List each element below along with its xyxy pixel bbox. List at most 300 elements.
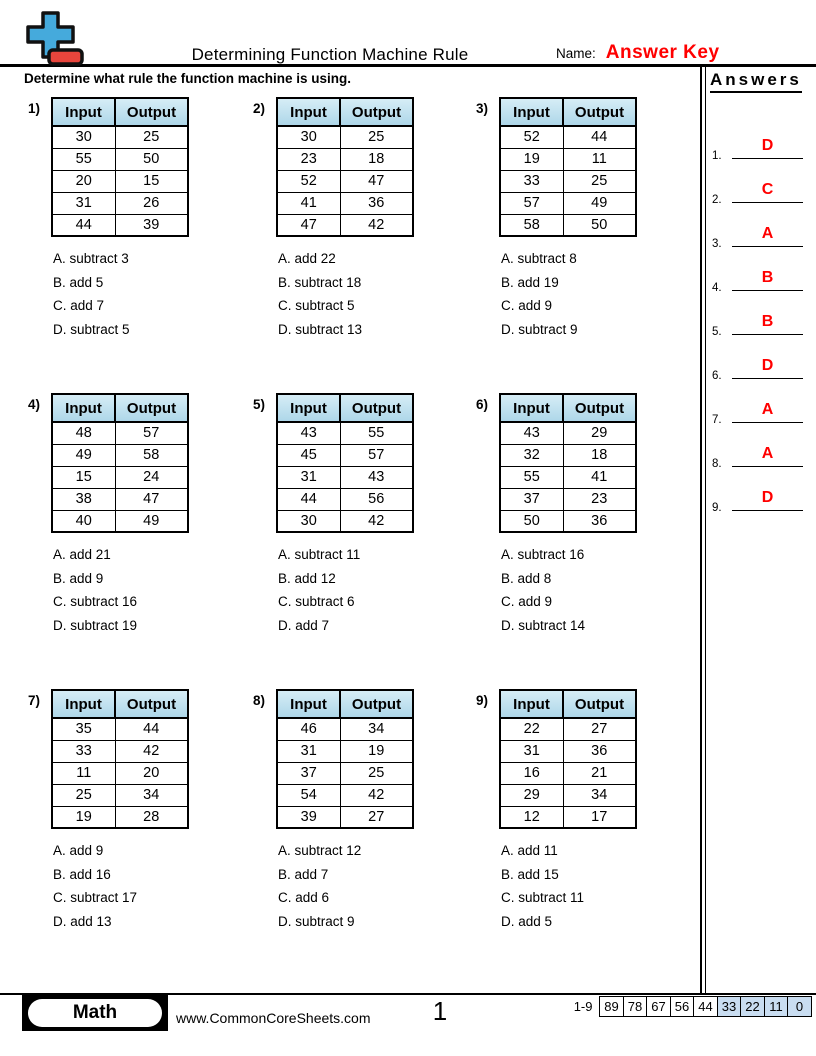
table-header-row — [500, 690, 636, 718]
table-cell: 25 — [563, 170, 636, 192]
table-cell: 56 — [340, 488, 413, 510]
problem-number: 5) — [253, 397, 266, 412]
answer-item — [702, 430, 816, 474]
table-cell: 50 — [563, 214, 636, 236]
table-row — [277, 784, 413, 806]
choice-option: A. subtract 8 — [501, 251, 577, 266]
table-row — [52, 444, 188, 466]
answer-item — [702, 122, 816, 166]
table-body — [277, 422, 413, 532]
answer-letter: B — [761, 313, 774, 330]
problem-number: 7) — [28, 693, 41, 708]
table-row — [52, 762, 188, 784]
table-cell: 26 — [115, 192, 188, 214]
column-header-input: Input — [277, 690, 340, 718]
table-cell: 47 — [115, 488, 188, 510]
answer-item — [702, 298, 816, 342]
choices-list — [501, 839, 637, 933]
answer-blank-line — [732, 378, 803, 379]
table-cell: 16 — [500, 762, 563, 784]
choice-option: C. subtract 16 — [53, 594, 138, 609]
table-cell: 46 — [277, 718, 340, 740]
input-output-table — [276, 393, 414, 533]
table-cell: 33 — [52, 740, 115, 762]
column-header-input: Input — [52, 690, 115, 718]
choice-option: C. add 6 — [278, 890, 330, 905]
table-row — [52, 126, 188, 148]
table-header-row — [277, 394, 413, 422]
table-cell: 29 — [563, 422, 636, 444]
table-row — [500, 126, 636, 148]
answer-blank-line — [732, 510, 803, 511]
problem — [476, 689, 698, 985]
table-cell: 49 — [563, 192, 636, 214]
name-row — [556, 42, 720, 64]
table-cell: 22 — [500, 718, 563, 740]
table-cell: 43 — [340, 466, 413, 488]
table-body — [52, 718, 188, 828]
name-label: Name: — [556, 46, 596, 61]
input-output-table — [499, 393, 637, 533]
table-cell: 11 — [563, 148, 636, 170]
answer-number: 7. — [712, 414, 722, 426]
answer-item — [702, 210, 816, 254]
choice-option: A. subtract 11 — [278, 547, 361, 562]
table-row — [500, 762, 636, 784]
input-output-table — [499, 689, 637, 829]
answers-list — [702, 122, 816, 518]
answer-blank-line — [732, 202, 803, 203]
problem — [253, 97, 476, 393]
answer-blank-line — [732, 334, 803, 335]
answer-number: 9. — [712, 502, 722, 514]
choice-option: A. add 21 — [53, 547, 111, 562]
column-header-output: Output — [340, 98, 413, 126]
table-row — [277, 762, 413, 784]
answer-letter: D — [761, 137, 774, 154]
table-cell: 37 — [277, 762, 340, 784]
table-cell: 44 — [52, 214, 115, 236]
table-cell: 42 — [340, 214, 413, 236]
answer-letter: C — [761, 181, 774, 198]
column-header-input: Input — [500, 98, 563, 126]
table-cell: 27 — [340, 806, 413, 828]
table-row — [500, 718, 636, 740]
choice-option: A. subtract 3 — [53, 251, 129, 266]
table-cell: 30 — [52, 126, 115, 148]
answer-item — [702, 386, 816, 430]
subject-label: Math — [28, 999, 162, 1027]
answer-letter: A — [761, 225, 774, 242]
table-row — [500, 214, 636, 236]
choice-option: A. subtract 12 — [278, 843, 362, 858]
choice-option: A. add 22 — [278, 251, 336, 266]
table-cell: 34 — [340, 718, 413, 740]
table-cell: 31 — [52, 192, 115, 214]
choice-option: C. subtract 17 — [53, 890, 138, 905]
answer-number: 1. — [712, 150, 722, 162]
problem — [28, 689, 253, 985]
table-cell: 15 — [115, 170, 188, 192]
choice-option: C. add 7 — [53, 298, 105, 313]
table-row — [277, 444, 413, 466]
score-box: 0 — [787, 996, 812, 1017]
problem-body — [276, 689, 414, 985]
table-row — [52, 510, 188, 532]
choice-option: D. add 7 — [278, 617, 330, 633]
problem-body — [276, 393, 414, 689]
table-cell: 31 — [277, 466, 340, 488]
score-box: 33 — [717, 996, 742, 1017]
table-header-row — [52, 394, 188, 422]
table-row — [52, 192, 188, 214]
problem-body — [499, 97, 637, 393]
answer-item — [702, 342, 816, 386]
table-cell: 52 — [277, 170, 340, 192]
problem-number: 8) — [253, 693, 266, 708]
choice-option: B. add 12 — [278, 570, 336, 586]
choices-list — [501, 543, 637, 637]
table-body — [500, 718, 636, 828]
column-header-output: Output — [563, 394, 636, 422]
table-header-row — [277, 690, 413, 718]
table-row — [52, 740, 188, 762]
score-strip — [574, 996, 812, 1017]
problem-body — [276, 97, 414, 393]
column-header-output: Output — [115, 394, 188, 422]
problem-number: 6) — [476, 397, 489, 412]
table-cell: 57 — [115, 422, 188, 444]
table-row — [52, 784, 188, 806]
table-cell: 19 — [52, 806, 115, 828]
problem-number: 3) — [476, 101, 489, 116]
table-cell: 41 — [563, 466, 636, 488]
choice-option: B. add 7 — [278, 866, 329, 882]
table-cell: 15 — [52, 466, 115, 488]
table-row — [500, 466, 636, 488]
column-header-input: Input — [52, 98, 115, 126]
table-cell: 50 — [500, 510, 563, 532]
answer-blank-line — [732, 290, 803, 291]
choice-option: B. add 8 — [501, 570, 552, 586]
answers-panel — [700, 67, 816, 993]
answer-blank-line — [732, 158, 803, 159]
table-cell: 25 — [52, 784, 115, 806]
choice-option: D. add 5 — [501, 913, 553, 929]
table-cell: 39 — [277, 806, 340, 828]
problem — [253, 393, 476, 689]
choice-option: D. subtract 9 — [501, 321, 578, 337]
table-cell: 31 — [277, 740, 340, 762]
column-header-input: Input — [52, 394, 115, 422]
answer-letter: A — [761, 445, 774, 462]
header-divider — [0, 64, 816, 67]
table-cell: 44 — [563, 126, 636, 148]
table-cell: 57 — [500, 192, 563, 214]
score-box: 89 — [599, 996, 624, 1017]
instruction-text: Determine what rule the function machine is using. — [24, 71, 352, 86]
table-header-row — [277, 98, 413, 126]
choice-option: B. add 16 — [53, 866, 111, 882]
choice-option: C. subtract 5 — [278, 298, 355, 313]
table-row — [277, 126, 413, 148]
table-cell: 47 — [340, 170, 413, 192]
column-header-output: Output — [115, 690, 188, 718]
table-cell: 31 — [500, 740, 563, 762]
table-header-row — [500, 98, 636, 126]
choice-option: A. add 9 — [53, 843, 104, 858]
table-cell: 45 — [277, 444, 340, 466]
table-row — [52, 806, 188, 828]
problem-number: 1) — [28, 101, 41, 116]
choice-option: D. subtract 19 — [53, 617, 138, 633]
table-cell: 30 — [277, 510, 340, 532]
score-box: 22 — [740, 996, 765, 1017]
table-cell: 34 — [563, 784, 636, 806]
answer-number: 5. — [712, 326, 722, 338]
table-cell: 23 — [277, 148, 340, 170]
choice-option: A. subtract 16 — [501, 547, 585, 562]
table-row — [277, 740, 413, 762]
score-box: 11 — [764, 996, 789, 1017]
table-cell: 37 — [500, 488, 563, 510]
table-row — [52, 488, 188, 510]
choices-list — [53, 839, 189, 933]
table-row — [52, 466, 188, 488]
table-cell: 18 — [563, 444, 636, 466]
table-row — [500, 148, 636, 170]
answer-number: 2. — [712, 194, 722, 206]
table-cell: 41 — [277, 192, 340, 214]
table-row — [500, 806, 636, 828]
score-box: 78 — [623, 996, 648, 1017]
table-cell: 24 — [115, 466, 188, 488]
column-header-input: Input — [277, 98, 340, 126]
answer-blank-line — [732, 422, 803, 423]
table-row — [500, 444, 636, 466]
column-header-input: Input — [277, 394, 340, 422]
table-cell: 33 — [500, 170, 563, 192]
table-body — [500, 126, 636, 236]
problems-grid — [28, 97, 698, 985]
table-cell: 47 — [277, 214, 340, 236]
table-cell: 35 — [52, 718, 115, 740]
answer-blank-line — [732, 246, 803, 247]
table-cell: 19 — [500, 148, 563, 170]
table-row — [500, 784, 636, 806]
table-cell: 28 — [115, 806, 188, 828]
table-cell: 11 — [52, 762, 115, 784]
answer-item — [702, 254, 816, 298]
table-body — [52, 422, 188, 532]
choice-option: D. add 13 — [53, 913, 112, 929]
table-row — [52, 170, 188, 192]
choices-list — [53, 247, 189, 341]
table-cell: 44 — [277, 488, 340, 510]
answer-item — [702, 166, 816, 210]
table-cell: 50 — [115, 148, 188, 170]
table-row — [52, 718, 188, 740]
input-output-table — [51, 689, 189, 829]
table-cell: 30 — [277, 126, 340, 148]
table-row — [500, 170, 636, 192]
table-cell: 25 — [115, 126, 188, 148]
table-cell: 54 — [277, 784, 340, 806]
choices-list — [53, 543, 189, 637]
table-row — [500, 192, 636, 214]
table-row — [277, 192, 413, 214]
table-row — [277, 148, 413, 170]
page-title: Determining Function Machine Rule — [191, 45, 469, 64]
table-cell: 44 — [115, 718, 188, 740]
input-output-table — [51, 393, 189, 533]
problem-body — [51, 393, 189, 689]
table-cell: 25 — [340, 126, 413, 148]
choice-option: C. add 9 — [501, 594, 553, 609]
table-cell: 49 — [52, 444, 115, 466]
plus-minus-logo-icon — [20, 9, 84, 68]
table-row — [500, 422, 636, 444]
score-box: 56 — [670, 996, 695, 1017]
answers-title: Answers — [710, 70, 802, 93]
choice-option: D. subtract 5 — [53, 321, 130, 337]
choice-option: B. add 19 — [501, 274, 559, 290]
table-cell: 36 — [340, 192, 413, 214]
answer-number: 6. — [712, 370, 722, 382]
choice-option: B. add 15 — [501, 866, 559, 882]
table-cell: 49 — [115, 510, 188, 532]
column-header-output: Output — [115, 98, 188, 126]
column-header-output: Output — [340, 394, 413, 422]
table-cell: 42 — [115, 740, 188, 762]
table-row — [277, 170, 413, 192]
score-box: 67 — [646, 996, 671, 1017]
choice-option: C. add 9 — [501, 298, 553, 313]
problem-body — [51, 689, 189, 985]
table-header-row — [52, 690, 188, 718]
choice-option: C. subtract 11 — [501, 890, 585, 905]
table-cell: 55 — [52, 148, 115, 170]
table-cell: 42 — [340, 510, 413, 532]
table-cell: 34 — [115, 784, 188, 806]
answer-number: 4. — [712, 282, 722, 294]
table-cell: 58 — [115, 444, 188, 466]
page-number: 1 — [432, 996, 448, 1026]
table-header-row — [52, 98, 188, 126]
answer-key-text: Answer Key — [605, 42, 720, 63]
problem — [28, 97, 253, 393]
table-cell: 21 — [563, 762, 636, 784]
table-cell: 36 — [563, 740, 636, 762]
answer-number: 3. — [712, 238, 722, 250]
table-cell: 58 — [500, 214, 563, 236]
table-cell: 52 — [500, 126, 563, 148]
score-range-label: 1-9 — [573, 999, 593, 1014]
column-header-output: Output — [563, 690, 636, 718]
choice-option: A. add 11 — [501, 843, 558, 858]
choice-option: B. add 9 — [53, 570, 104, 586]
table-cell: 40 — [52, 510, 115, 532]
column-header-input: Input — [500, 394, 563, 422]
table-body — [500, 422, 636, 532]
table-row — [277, 806, 413, 828]
table-cell: 39 — [115, 214, 188, 236]
table-row — [277, 466, 413, 488]
table-body — [277, 718, 413, 828]
table-cell: 27 — [563, 718, 636, 740]
problem-number: 2) — [253, 101, 266, 116]
problem — [253, 689, 476, 985]
score-box: 44 — [693, 996, 718, 1017]
table-cell: 38 — [52, 488, 115, 510]
answer-letter: D — [761, 357, 774, 374]
input-output-table — [276, 97, 414, 237]
choices-list — [278, 543, 414, 637]
choice-option: B. add 5 — [53, 274, 104, 290]
table-row — [277, 422, 413, 444]
table-row — [277, 718, 413, 740]
answer-number: 8. — [712, 458, 722, 470]
table-row — [277, 214, 413, 236]
choice-option: B. subtract 18 — [278, 274, 362, 290]
table-cell: 55 — [500, 466, 563, 488]
input-output-table — [276, 689, 414, 829]
table-row — [52, 148, 188, 170]
table-row — [500, 740, 636, 762]
column-header-output: Output — [563, 98, 636, 126]
problem-number: 4) — [28, 397, 41, 412]
problem — [28, 393, 253, 689]
problem-body — [51, 97, 189, 393]
choice-option: D. subtract 13 — [278, 321, 363, 337]
choices-list — [278, 839, 414, 933]
input-output-table — [51, 97, 189, 237]
table-cell: 36 — [563, 510, 636, 532]
problem-body — [499, 393, 637, 689]
table-cell: 23 — [563, 488, 636, 510]
table-cell: 42 — [340, 784, 413, 806]
problem-number: 9) — [476, 693, 489, 708]
answer-letter: D — [761, 489, 774, 506]
table-cell: 32 — [500, 444, 563, 466]
score-boxes — [601, 996, 813, 1017]
table-row — [52, 214, 188, 236]
choice-option: D. subtract 9 — [278, 913, 355, 929]
table-cell: 55 — [340, 422, 413, 444]
table-row — [52, 422, 188, 444]
table-cell: 48 — [52, 422, 115, 444]
column-header-output: Output — [340, 690, 413, 718]
table-cell: 20 — [52, 170, 115, 192]
answer-item — [702, 474, 816, 518]
answer-letter: B — [761, 269, 774, 286]
table-cell: 19 — [340, 740, 413, 762]
table-cell: 20 — [115, 762, 188, 784]
table-row — [500, 488, 636, 510]
table-cell: 17 — [563, 806, 636, 828]
choice-option: D. subtract 14 — [501, 617, 586, 633]
problem — [476, 393, 698, 689]
table-body — [52, 126, 188, 236]
choice-option: C. subtract 6 — [278, 594, 355, 609]
table-cell: 43 — [277, 422, 340, 444]
subject-badge — [22, 995, 168, 1031]
choices-list — [501, 247, 637, 341]
choices-list — [278, 247, 414, 341]
table-cell: 12 — [500, 806, 563, 828]
answer-letter: A — [761, 401, 774, 418]
table-cell: 29 — [500, 784, 563, 806]
